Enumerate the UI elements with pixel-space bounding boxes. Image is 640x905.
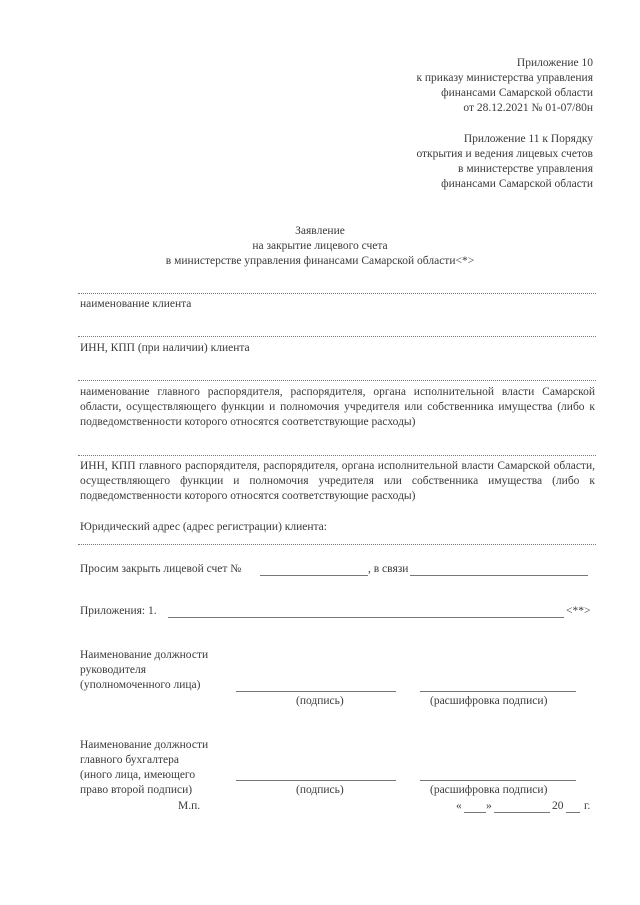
appendix-line: Приложение 10 — [516, 57, 593, 69]
title-line: Заявление — [295, 225, 345, 237]
date-open-quote: « — [456, 800, 462, 812]
attachment-label: Приложения: 1. — [80, 605, 157, 617]
appendix-line: к приказу министерства управления — [416, 72, 593, 84]
attachment-note: <**> — [566, 605, 591, 617]
head-sign-caption: (подпись) — [296, 695, 344, 707]
request-text: Просим закрыть лицевой счет № — [80, 563, 242, 575]
accountant-label-line: право второй подписи) — [80, 784, 193, 796]
accountant-sign-caption: (подпись) — [296, 784, 344, 796]
client-inn-line[interactable] — [78, 336, 596, 337]
head-signature-line[interactable] — [236, 691, 396, 692]
appendix-header-2 — [416, 132, 593, 192]
accountant-label — [80, 738, 208, 798]
date-year-prefix: 20 — [552, 800, 564, 812]
appendix-line: Приложение 11 к Порядку — [463, 133, 593, 145]
date-suffix: г. — [584, 800, 591, 812]
head-label-line: (уполномоченного лица) — [80, 679, 201, 691]
appendix-line: от 28.12.2021 № 01-07/80н — [463, 102, 593, 114]
title-line: на закрытие лицевого счета — [252, 240, 388, 252]
date-month-field[interactable] — [494, 812, 550, 813]
title-line: в министерстве управления финансами Самарской области<*> — [165, 255, 475, 267]
client-name-line[interactable] — [78, 293, 596, 294]
accountant-decode-caption: (расшифровка подписи) — [430, 784, 548, 796]
head-decode-caption: (расшифровка подписи) — [430, 695, 548, 707]
appendix-header-1 — [416, 56, 593, 116]
stamp-label: М.п. — [178, 800, 201, 812]
accountant-decode-line[interactable] — [420, 780, 576, 781]
main-manager-inn-line[interactable] — [78, 455, 596, 456]
main-manager-inn-caption: ИНН, КПП главного распорядителя, распорядителя, органа исполнительной власти Самарской области, осуществляющего функции и полномочия учредителя или собственника имущества (либо к подведомственности которого относятся соответствующие расходы) — [80, 460, 595, 502]
legal-address-line[interactable] — [78, 544, 596, 545]
accountant-label-line: (иного лица, имеющего — [80, 769, 196, 781]
attachment-field[interactable] — [168, 617, 564, 618]
appendix-line: финансами Самарской области — [441, 87, 593, 99]
main-manager-name-line[interactable] — [78, 380, 596, 381]
appendix-line: в министерстве управления — [458, 163, 593, 175]
reason-field[interactable] — [410, 575, 588, 576]
appendix-line: открытия и ведения лицевых счетов — [416, 148, 593, 160]
client-inn-caption: ИНН, КПП (при наличии) клиента — [80, 342, 250, 354]
account-number-field[interactable] — [260, 575, 368, 576]
head-decode-line[interactable] — [420, 691, 576, 692]
client-name-caption: наименование клиента — [80, 298, 192, 310]
head-label-line: руководителя — [80, 664, 147, 676]
legal-address-label: Юридический адрес (адрес регистрации) клиента: — [80, 521, 327, 533]
document-title — [0, 224, 640, 269]
appendix-line: финансами Самарской области — [441, 178, 593, 190]
date-year-field[interactable] — [566, 812, 580, 813]
accountant-signature-line[interactable] — [236, 780, 396, 781]
date-day-field[interactable] — [464, 812, 486, 813]
head-label-line: Наименование должности — [80, 649, 209, 661]
request-reason: , в связи — [368, 563, 409, 575]
date-close-quote: » — [486, 800, 492, 812]
head-label — [80, 648, 208, 693]
accountant-label-line: главного бухгалтера — [80, 754, 179, 766]
accountant-label-line: Наименование должности — [80, 739, 209, 751]
main-manager-name-caption: наименование главного распорядителя, распорядителя, органа исполнительной власти Самарской области, осуществляющего функции и полномочия учредителя или собственника имущества (либо к подведомственности которого относятся соответствующие расходы) — [80, 386, 595, 428]
